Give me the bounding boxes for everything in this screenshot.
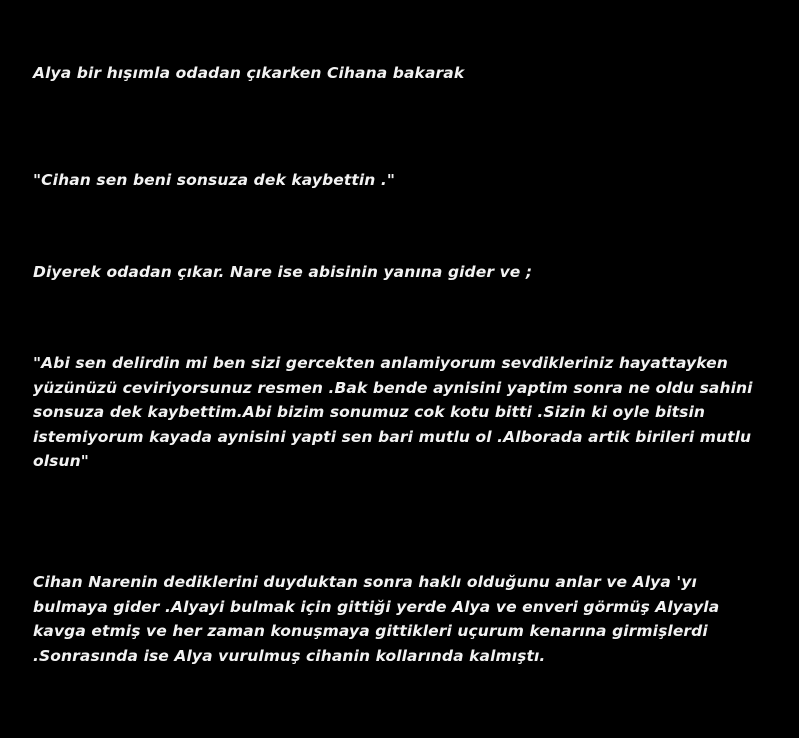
paragraph-narration-1: Alya bir hışımla odadan çıkarken Cihana bakarak [33, 64, 465, 82]
paragraph-dialogue-nare: "Abi sen delirdin mi ben sizi gercekten anlamiyorum sevdikleriniz hayattayken yüzünüzü ceviriyorsunuz resmen .Bak bende aynisini yaptim sonra ne oldu sahini sonsuza dek kaybettim.Abi bizim sonumuz cok kotu bitti .Sizin ki oyle bitsin istemiyorum kayada aynisini yapti sen bari mutlu ol .Alborada artik birileri mutlu olsun" [33, 354, 753, 470]
paragraph-narration-2: Diyerek odadan çıkar. Nare ise abisinin yanına gider ve ; [33, 263, 533, 281]
paragraph-dialogue-alya: "Cihan sen beni sonsuza dek kaybettin ." [33, 171, 396, 189]
paragraph-narration-3: Cihan Narenin dediklerini duyduktan sonra haklı olduğunu anlar ve Alya 'yı bulmaya gider .Alyayi bulmak için gittiği yerde Alya ve enveri görmüş Alyayla kavga etmiş ve her zaman konuşmaya gittikleri uçurum kenarına girmişlerdi .Sonrasında ise Alya vurulmuş cihanin kollarında kalmıştı. [33, 573, 720, 665]
